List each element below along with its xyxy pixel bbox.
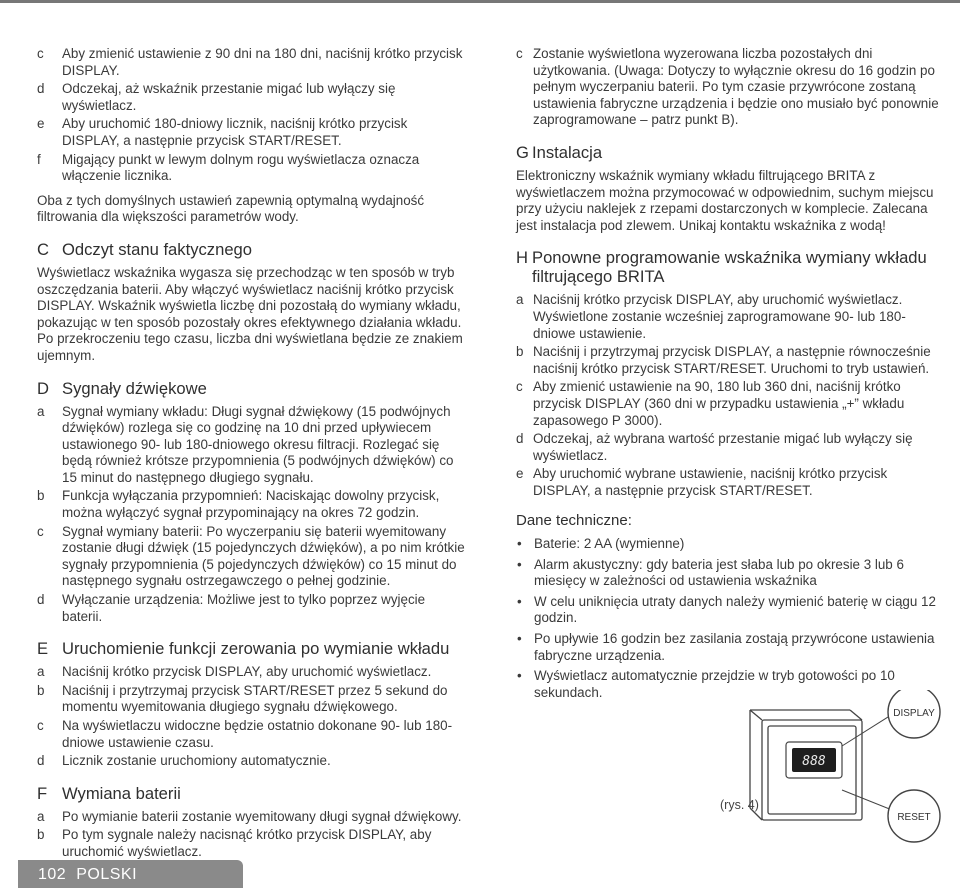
device-illustration [700, 690, 950, 880]
item-text: Zostanie wyświetlona wyzerowana liczba pozostałych dni użytkowania. (Uwaga: Dotyczy to wyłącznie okresu do 16 godzin po pełnym wyczerpaniu baterii. Po tym czasie przywrócone zostaną ustawienia fabryczne urządzenia i będzie ono musiało być ponownie zaprogramowane – patrz punkt B). [533, 46, 939, 128]
section-heading-g [516, 143, 946, 162]
item-text: Naciśnij krótko przycisk DISPLAY, aby uruchomić wyświetlacz. [62, 664, 432, 680]
section-title: Ponowne programowanie wskaźnika wymiany wkładu filtrującego BRITA [532, 248, 927, 287]
item-label: e [516, 466, 524, 482]
item-text: Aby uruchomić 180-dniowy licznik, naciśnij krótko przycisk DISPLAY, a następnie przycisk START/RESET. [62, 116, 408, 148]
list-item [37, 718, 467, 751]
tech-specs-title: Dane techniczne: [516, 512, 632, 530]
item-text: Odczekaj, aż wskaźnik przestanie migać lub wyłączy się wyświetlacz. [62, 81, 396, 113]
item-text: Naciśnij krótko przycisk DISPLAY, aby uruchomić wyświetlacz. Wyświetlone zostanie wcześniej zaprogramowane 90- lub 180-dniowe ustawienie. [533, 292, 906, 341]
item-label: c [37, 718, 44, 733]
item-label: d [37, 81, 45, 97]
bullet-icon: • [517, 536, 522, 552]
list-item [516, 344, 946, 377]
section-title: Sygnały dźwiękowe [62, 378, 207, 398]
screen-digits: 888 [802, 754, 826, 769]
bullet-icon: • [517, 556, 522, 572]
item-text: Naciśnij i przytrzymaj przycisk DISPLAY, a następnie równocześnie naciśnij krótko przycisk START/RESET. Uruchomi to tryb ustawień. [533, 344, 931, 376]
item-text: Po tym sygnale należy nacisnąć krótko przycisk DISPLAY, aby uruchomić wyświetlacz. [62, 827, 432, 859]
item-text: Odczekaj, aż wybrana wartość przestanie migać lub wyłączy się wyświetlacz. [533, 431, 913, 463]
item-text: Naciśnij i przytrzymaj przycisk START/RESET przez 5 sekund do momentu wyemitowania długiego sygnału dźwiękowego. [62, 682, 448, 715]
language-label: POLSKI [76, 866, 138, 883]
item-label: d [37, 753, 45, 769]
list-item [37, 753, 467, 770]
section-letter: C [37, 239, 49, 259]
section-title: Odczyt stanu faktycznego [62, 239, 253, 259]
section-letter: H [516, 248, 528, 268]
item-text: Sygnał wymiany baterii: Po wyczerpaniu się baterii wyemitowany zostanie długi dźwięk (15 pojedynczych dźwięków), a po nim krótkie sygnały przypomnienia (5 pojedynczych dźwięków) co 15 minut do następnego sygnału ostrzegawczego o pełnej godzinie. [62, 523, 465, 589]
list-item [37, 827, 467, 860]
list-item [516, 292, 946, 342]
bullet-item [516, 631, 946, 664]
item-label: b [37, 827, 45, 843]
item-label: f [37, 151, 41, 167]
item-text: Sygnał wymiany wkładu: Długi sygnał dźwiękowy (15 podwójnych dźwięków) rozlega się co godzinę na 10 dni przed upływiecem ustawionego 90- lub 180-dniowego okresu filtracji. Rozlegać się będą również krótsze przypomnienia (5 podwójnych dźwięków) co 15 minut do następnego długiego sygnału. [62, 403, 454, 485]
bullet-text: W celu uniknięcia utraty danych należy wymienić baterię w ciągu 12 godzin. [534, 593, 936, 626]
section-heading-d [37, 379, 467, 398]
bullet-item [516, 536, 946, 553]
section-heading-f [37, 784, 467, 803]
item-text: Wyłączanie urządzenia: Możliwe jest to tylko poprzez wyjęcie baterii. [62, 592, 426, 624]
top-rule [0, 0, 960, 3]
page-footer [18, 860, 243, 888]
section-letter: E [37, 639, 49, 659]
list-item [37, 683, 467, 716]
display-button-label: DISPLAY [893, 708, 935, 719]
list-item [37, 592, 467, 625]
reset-button-label: RESET [897, 812, 931, 823]
item-label: a [37, 403, 45, 419]
item-text: Funkcja wyłączania przypomnień: Naciskając dowolny przycisk, można wyłączyć sygnał przypominający na okres 72 godzin. [62, 488, 440, 521]
item-text: Aby zmienić ustawienie na 90, 180 lub 360 dni, naciśnij krótko przycisk DISPLAY (360 dni w przypadku ustawienia „+” wkładu zapasowego P 3000). [533, 379, 905, 428]
device-screen [786, 742, 842, 778]
bullet-text: Baterie: 2 AA (wymienne) [534, 536, 685, 552]
section-heading-c [37, 240, 467, 259]
bullet-text: Po upływie 16 godzin bez zasilania zostają przywrócone ustawienia fabryczne urządzenia. [534, 631, 935, 663]
list-item [516, 379, 946, 429]
list-item [37, 404, 467, 487]
section-title: Instalacja [532, 142, 603, 162]
note-paragraph: Oba z tych domyślnych ustawień zapewnią optymalną wydajność filtrowania dla większości parametrów wody. [37, 192, 425, 225]
item-text: Aby zmienić ustawienie z 90 dni na 180 dni, naciśnij krótko przycisk DISPLAY. [62, 46, 463, 78]
item-text: Na wyświetlaczu widoczne będzie ostatnio dokonane 90- lub 180-dniowe ustawienie czasu. [62, 718, 453, 750]
bullet-icon: • [517, 631, 522, 647]
section-c-body: Wyświetlacz wskaźnika wygasza się przechodząc w ten sposób w tryb oszczędzania baterii. Aby włączyć wyświetlacz naciśnij krótko przycisk DISPLAY. Wskaźnik wyświetla liczbę dni pozostałą do wymiany wkładu, pokazując w ten sposób pozostały okres efektywnego działania wkładu. Po przekroczeniu tego czasu, liczba dni wyświetlana będzie ze znakiem ujemnym. [37, 264, 463, 363]
list-item [516, 466, 946, 499]
item-label: b [37, 488, 45, 504]
item-label: c [516, 46, 523, 61]
bullet-text: Wyświetlacz automatycznie przejdzie w tryb gotowości po 10 sekundach. [534, 668, 895, 700]
right-column [516, 46, 946, 705]
tech-specs-list [516, 536, 946, 701]
page-number: 102 [38, 866, 67, 883]
list-item [37, 152, 467, 185]
bullet-item [516, 557, 946, 590]
list-item [37, 488, 467, 521]
list-item [516, 431, 946, 464]
item-label: c [37, 523, 44, 539]
list-item [37, 116, 467, 149]
item-text: Licznik zostanie uruchomiony automatycznie. [62, 753, 331, 769]
section-letter: F [37, 783, 48, 803]
list-item [37, 524, 467, 590]
item-text: Aby uruchomić wybrane ustawienie, naciśnij krótko przycisk DISPLAY, a następnie przycisk START/RESET. [533, 466, 888, 498]
item-label: d [37, 592, 45, 608]
bullet-text: Alarm akustyczny: gdy bateria jest słaba lub po okresie 3 lub 6 miesięcy w zależności od ustawienia wskaźnika [534, 556, 904, 589]
item-label: b [37, 682, 45, 698]
section-letter: G [516, 142, 529, 162]
item-label: a [37, 808, 45, 824]
left-column [37, 46, 467, 863]
section-g-body: Elektroniczny wskaźnik wymiany wkładu filtrującego BRITA z wyświetlaczem można przymocować w odpowiednim, suchym miejscu przy użyciu naklejek z rzepami dostarczonych w komplecie. Zalecana jest instalacja pod zlewem. Unikaj kontaktu wskaźnika z wodą! [516, 167, 934, 233]
item-label: b [516, 344, 524, 360]
list-item [37, 81, 467, 114]
section-title: Uruchomienie funkcji zerowania po wymianie wkładu [62, 639, 450, 659]
section-letter: D [37, 378, 49, 398]
item-label: a [37, 664, 45, 680]
list-item [37, 664, 467, 681]
section-heading-h [516, 248, 946, 286]
bullet-item [516, 594, 946, 627]
list-item [516, 46, 946, 129]
item-label: a [516, 292, 524, 308]
item-label: c [516, 379, 523, 395]
figure-caption: (rys. 4) [720, 798, 759, 812]
bullet-icon: • [517, 668, 522, 684]
bullet-icon: • [517, 593, 522, 609]
section-title: Wymiana baterii [62, 783, 181, 803]
reset-callout-line [842, 790, 892, 810]
item-label: c [37, 46, 44, 61]
section-heading-e [37, 639, 467, 658]
item-label: d [516, 431, 524, 447]
list-item [37, 46, 467, 79]
item-text: Migający punkt w lewym dolnym rogu wyświetlacza oznacza włączenie licznika. [62, 151, 420, 184]
item-label: e [37, 116, 45, 132]
item-text: Po wymianie baterii zostanie wyemitowany długi sygnał dźwiękowy. [62, 808, 462, 824]
list-item [37, 809, 467, 826]
